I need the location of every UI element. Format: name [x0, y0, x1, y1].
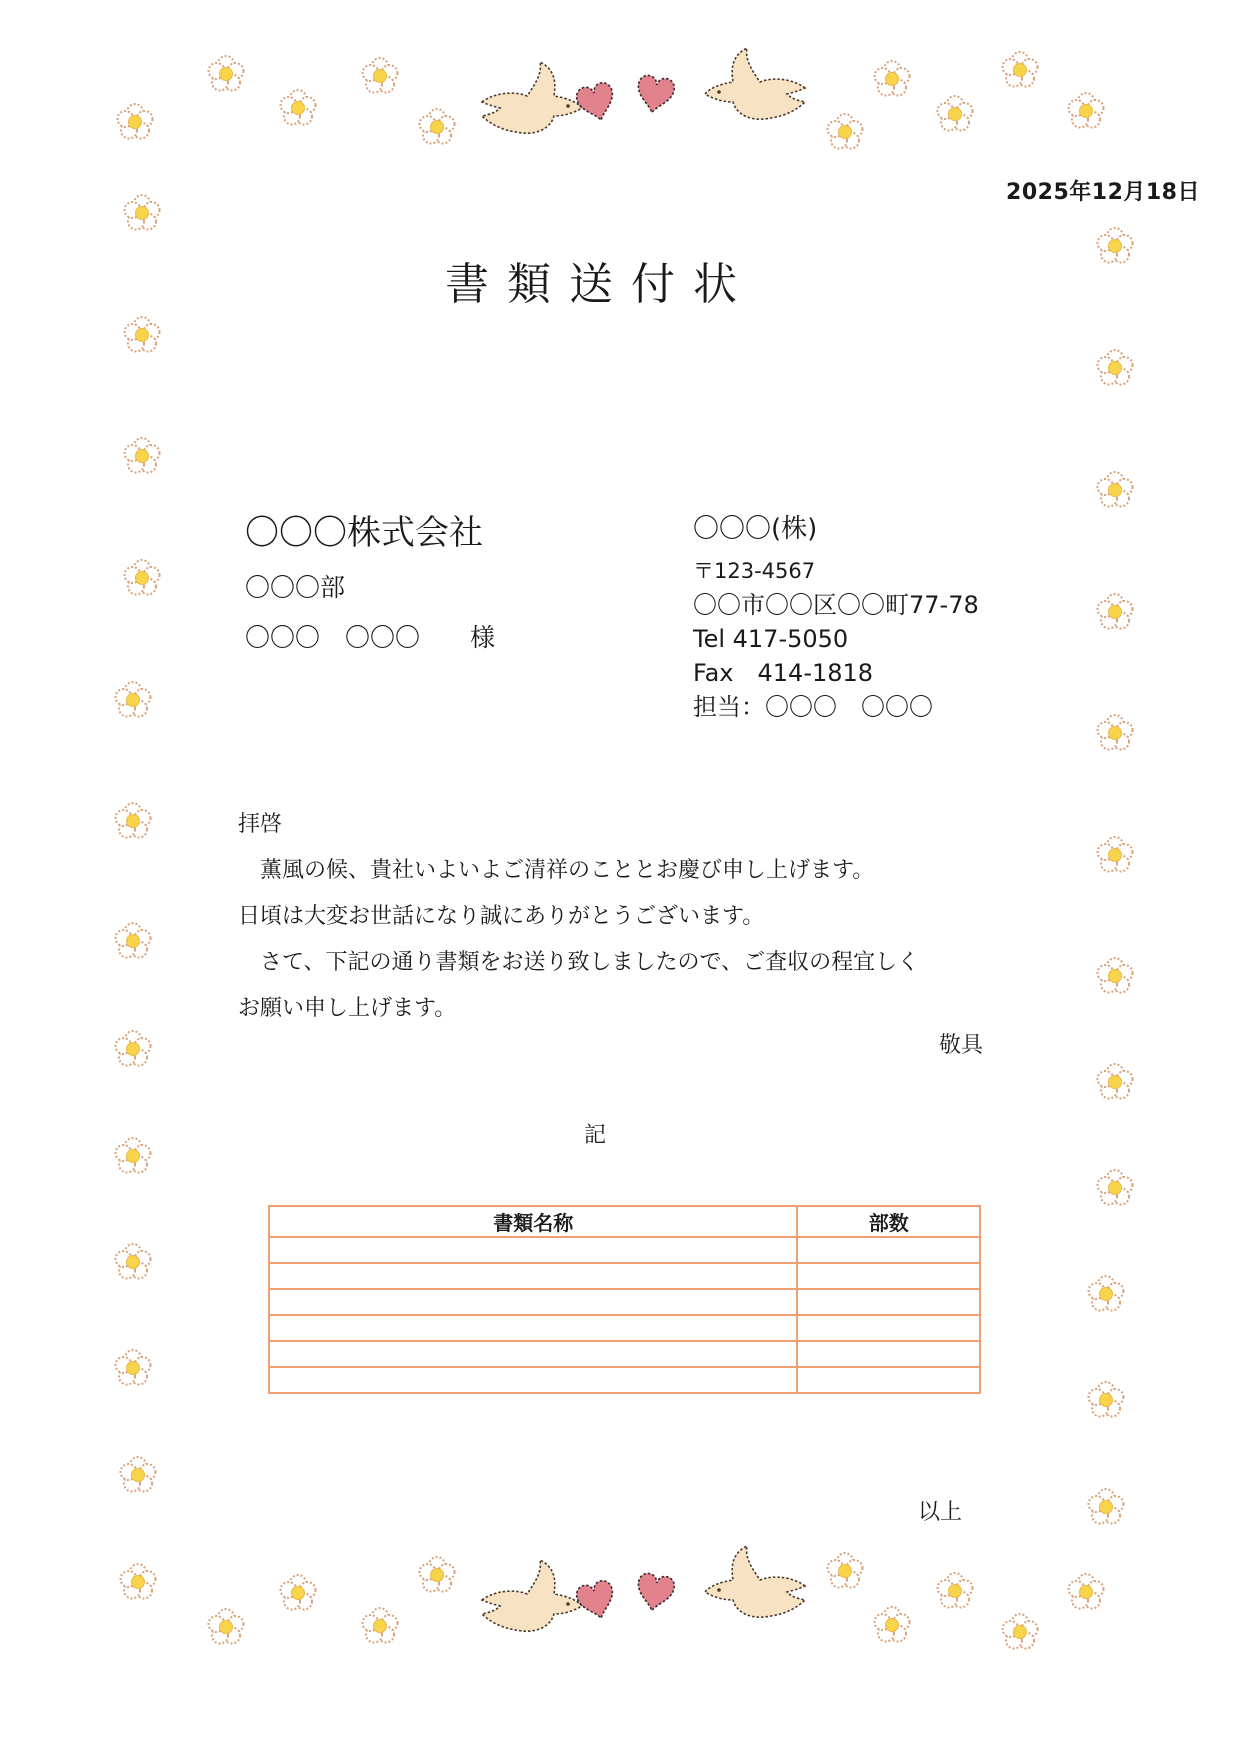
table-row [269, 1263, 980, 1289]
sender-fax: Fax 414-1818 [693, 659, 874, 687]
table-cell[interactable] [269, 1315, 797, 1341]
sender-address: 〇〇市〇〇区〇〇町77-78 [693, 591, 979, 619]
sender-zip: 〒123-4567 [693, 559, 816, 583]
sender-block [693, 512, 979, 724]
table-row [269, 1367, 980, 1393]
table-cell[interactable] [797, 1341, 980, 1367]
letter-opening: 拝啓 [238, 812, 283, 837]
issue-date: 2025年12月18日 [1006, 180, 1200, 205]
letter-line: 薫風の候、貴社いよいよご清祥のこととお慶び申し上げます。 [238, 858, 875, 883]
page-title: 書類送付状 [445, 259, 755, 310]
recipient-block [245, 505, 495, 654]
table-row [269, 1341, 980, 1367]
letter-closing: 敬具 [938, 1033, 983, 1058]
column-header-copies: 部数 [797, 1206, 980, 1237]
recipient-company: 〇〇〇株式会社 [245, 513, 483, 553]
table-cell[interactable] [797, 1315, 980, 1341]
ki-heading: 記 [583, 1123, 606, 1148]
table-header-row [269, 1206, 980, 1237]
letter-line: さて、下記の通り書類をお送り致しましたので、ご査収の程宜しく [238, 950, 920, 975]
sender-contact: 担当：〇〇〇 〇〇〇 [693, 693, 933, 721]
table-row [269, 1289, 980, 1315]
table-cell[interactable] [797, 1289, 980, 1315]
table-cell[interactable] [269, 1289, 797, 1315]
recipient-department: 〇〇〇部 [245, 573, 346, 602]
recipient-person: 〇〇〇 〇〇〇 様 [245, 623, 496, 652]
letter-line: お願い申し上げます。 [238, 996, 457, 1021]
table-cell[interactable] [269, 1237, 797, 1263]
table-cell[interactable] [797, 1237, 980, 1263]
table-row [269, 1237, 980, 1263]
documents-table [268, 1205, 981, 1394]
letter-body [238, 802, 993, 1032]
table-cell[interactable] [269, 1263, 797, 1289]
sender-tel: Tel 417-5050 [693, 625, 849, 653]
table-row [269, 1315, 980, 1341]
column-header-document-name: 書類名称 [269, 1206, 797, 1237]
table-cell[interactable] [269, 1367, 797, 1393]
letter-line: 日頃は大変お世話になり誠にありがとうございます。 [238, 904, 765, 929]
table-cell[interactable] [797, 1263, 980, 1289]
sender-name: 〇〇〇(株) [693, 514, 818, 544]
table-cell[interactable] [797, 1367, 980, 1393]
table-cell[interactable] [269, 1341, 797, 1367]
end-mark: 以上 [917, 1500, 962, 1525]
